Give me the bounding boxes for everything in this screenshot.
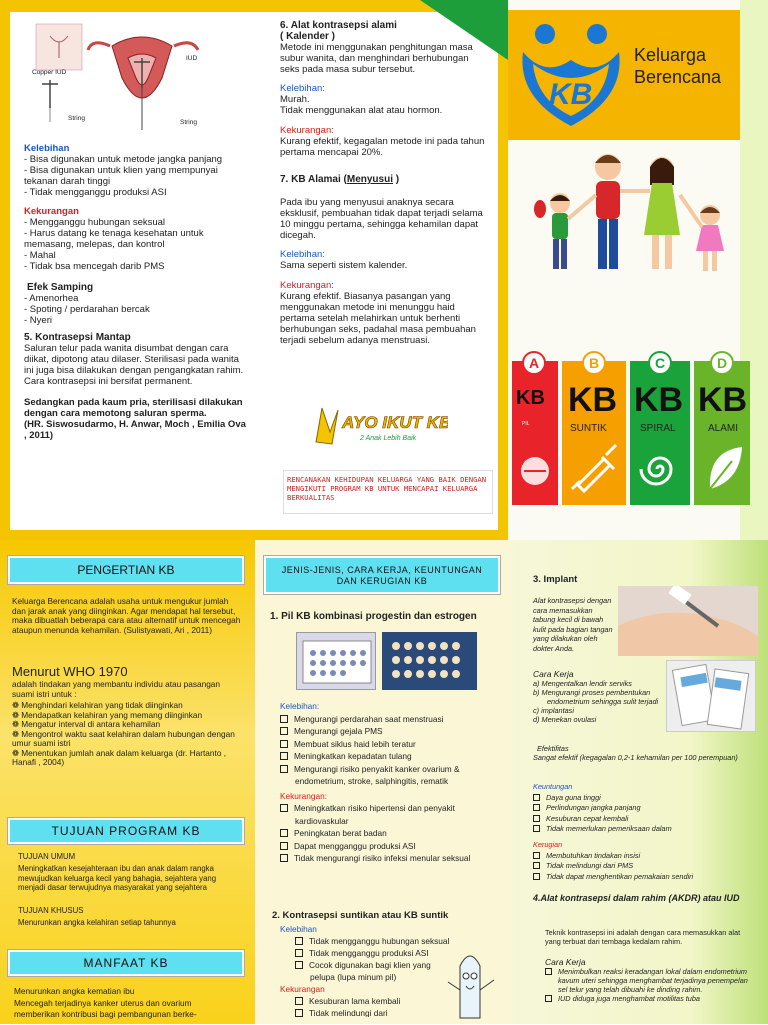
checkbox-icon [280, 752, 288, 760]
tujuan-umum-text: Meningkatkan kesejahteraan ibu dan anak dalam rangka mewujudkan keluarga kecil yang bahagia, sejahtera yang menjadi dasar terwujudnya masyarakat yang sejahtera [18, 864, 217, 892]
card-label-alami: ALAMI [708, 423, 739, 434]
alami-subheading: ( Kalender ) [280, 31, 336, 42]
who-list [12, 701, 244, 768]
efek-item: - Nyeri [24, 315, 52, 326]
list-item: ❁ Menghindari kelahiran yang tidak diinginkan [12, 700, 183, 710]
citation: (HR. Siswosudarmo, H. Anwar, Moch , Emilia Ova , 2011) [24, 419, 246, 441]
menyusui-heading: 7. KB Alamai (Menyusui ) [280, 174, 400, 185]
checkbox-icon [280, 715, 288, 723]
top-middle-column [280, 20, 485, 346]
efek-item: - Amenorhea [24, 293, 79, 304]
checkbox-icon [295, 937, 303, 945]
checkbox-icon [280, 804, 288, 812]
slogan-box [283, 470, 493, 514]
implant-heading: 3. Implant [533, 574, 578, 585]
list-item: Tidak melindungi dari [280, 1007, 450, 1017]
keuntungan-heading: Keuntungan [533, 782, 573, 791]
checkbox-icon [280, 740, 288, 748]
efek-samping-heading: Efek Samping [27, 282, 94, 293]
card-letter-d: D [710, 351, 734, 375]
string-label-2: String [180, 119, 197, 126]
family-illustration [520, 145, 740, 280]
list-item: Kesuburan lama kembali [280, 995, 450, 1007]
leaf-icon [702, 441, 746, 497]
card-kb-a: KB [516, 387, 545, 409]
checkbox-icon [280, 842, 288, 850]
list-item: Tidak melindungi dari PMS [533, 861, 758, 872]
kekurangan-item: - Tidak bsa mencegah darib PMS [24, 261, 165, 272]
cara-kerja-heading: Cara Kerja [533, 669, 574, 679]
brand-line-1: Keluarga [634, 45, 707, 65]
mantap-text: Saluran telur pada wanita disumbat dengan cara diikat, dipotong atau dilaser. Sterilisasi pada wanita ini juga bisa dilakukan dengan pengangkatan rahim. [24, 343, 244, 376]
kb-logo-mark [515, 18, 627, 130]
string-label-1: String [68, 115, 85, 122]
kekurangan-heading: Kekurangan [24, 206, 79, 217]
card-kb-d: KB [698, 381, 748, 419]
implant-arm-image [618, 586, 758, 656]
top-left-column [24, 143, 249, 441]
list-item: d) Menekan ovulasi [533, 715, 597, 724]
cara-kerja-2-section [545, 958, 755, 1003]
iud-diagram [22, 18, 247, 138]
iud-label: IUD [186, 55, 198, 62]
list-item: Mencegah terjadinya kanker uterus dan ovarium [14, 997, 192, 1008]
list-item: Menurunkan angka kematian ibu [14, 986, 135, 996]
kekurangan-text: Kurang efektif, kegagalan metode ini pada tahun pertama mencapai 20%. [280, 136, 485, 158]
checkbox-icon [280, 854, 288, 862]
kekurangan-heading: Kekurangan [280, 984, 325, 994]
card-label-spiral: SPIRAL [640, 423, 676, 434]
spiral-icon [638, 443, 682, 493]
checkbox-icon [533, 815, 540, 822]
keuntungan-section [533, 782, 753, 835]
implant-pack-image [666, 660, 756, 732]
card-letter-c: C [648, 351, 672, 375]
tujuan-umum-label: TUJUAN UMUM [18, 852, 76, 861]
who-heading: Menurut WHO 1970 [12, 664, 128, 679]
kerugian-heading: Kerugian [533, 840, 563, 849]
checkbox-icon [295, 997, 303, 1005]
mantap-heading: 5. Kontrasepsi Mantap [24, 332, 131, 343]
list-item: Tidak mengurangi risiko infeksi menular seksual [280, 852, 502, 865]
kelebihan-item: - Bisa digunakan untuk metode jangka panjang [24, 154, 223, 165]
list-item: Daya guna tinggi [533, 793, 753, 804]
checkbox-icon [533, 825, 540, 832]
manfaat-list [14, 986, 246, 1021]
ayo-ikut-kb-logo [308, 402, 448, 450]
copper-iud-label: Copper IUD [32, 69, 67, 76]
tujuan-khusus-label: TUJUAN KHUSUS [18, 906, 84, 915]
list-item: Kesuburan cepat kembali [533, 814, 753, 825]
kelebihan-heading-2: Kelebihan: [280, 249, 325, 260]
list-item: Membuat siklus haid lebih teratur [280, 738, 502, 751]
card-label-suntik: SUNTIK [570, 423, 607, 434]
cara-kerja-heading: Cara Kerja [545, 957, 586, 967]
pengertian-banner: PENGERTIAN KB [8, 556, 244, 584]
card-label-pil: PIL [522, 421, 530, 427]
card-kb-b: KB [568, 381, 618, 419]
ayo-logo-sub: 2 Anak Lebih Baik [360, 435, 417, 442]
kekurangan-text-2: Kurang efektif. Biasanya pasangan yang menggunakan metode ini menunggu haid pertama setelah melahirkan untuk berhenti berhubungan seks, padahal masa pembuahan terjadi sebelum adanya menstruasi. [280, 291, 476, 346]
list-item: Tidak memerlukan pemeriksaan dalam [533, 824, 753, 835]
efektifitas-text: Sangat efektif (kegagalan 0,2-1 kehamilan per 100 perempuan) [533, 753, 738, 762]
card-letter-b: B [582, 351, 606, 375]
kelebihan-text-2: Sama seperti sistem kalender. [280, 260, 408, 271]
checkbox-icon [280, 765, 288, 773]
checkbox-icon [295, 949, 303, 957]
list-item: Mengurangi risiko penyakit kanker ovarium & endometrium, stroke, salphingitis, rematik [280, 763, 502, 788]
list-item: Membutuhkan tindakan insisi [533, 851, 758, 862]
list-item: ❁ Menentukan jumlah anak dalam keluarga (dr. Hartanto , Hanafi , 2004) [12, 747, 227, 767]
pria-text: Sedangkan pada kaum pria, sterilisasi dilakukan dengan cara memotong saluran sperma. [24, 397, 243, 419]
kekurangan-heading: Kekurangan: [280, 790, 328, 801]
checkbox-icon [280, 829, 288, 837]
kelebihan-item: Murah. [280, 94, 310, 105]
list-item: b) Mengurangi proses pembentukan endometrium sehingga sulit terjadi [533, 688, 659, 706]
kb-logo-text: KB [549, 78, 593, 111]
list-item: ❁ Mengatur interval di antara kehamilan [12, 719, 161, 729]
list-item: Tidak mengganggu hubungan seksual [280, 935, 450, 947]
akdr-heading: 4.Alat kontrasepsi dalam rahim (AKDR) atau IUD [533, 893, 740, 903]
kb-cards [508, 345, 753, 515]
list-item: Tidak dapat menghentikan pemakaian sendiri [533, 872, 758, 883]
list-item: Meningkatkan kepadatan tulang [280, 750, 502, 763]
kekurangan-item: - Mengganggu hubungan seksual [24, 217, 166, 228]
brand-line-2: Berencana [634, 67, 722, 87]
checkbox-icon [280, 727, 288, 735]
ayo-logo-text: AYO IKUT KB [342, 413, 448, 432]
checkbox-icon [545, 968, 552, 975]
list-item: Dapat mengganggu produksi ASI [280, 840, 502, 853]
implant-text: Alat kontrasepsi dengan cara memasukkan tabung kecil di bawah kulit pada bagian tangan yang dilakukan oleh dokter Anda. [533, 596, 613, 653]
kekurangan-item: - Harus datang ke tenaga kesehatan untuk memasang, melepas, dan kontrol [24, 228, 204, 250]
brand-title [634, 44, 721, 88]
kelebihan-item: - Tidak mengganggu produksi ASI [24, 187, 167, 198]
list-item: Mengurangi gejala PMS [280, 725, 502, 738]
who-text: adalah tindakan yang membantu individu atau pasangan suami istri untuk : [12, 679, 221, 699]
jenis-banner: JENIS-JENIS, CARA KERJA, KEUNTUNGAN DAN KERUGIAN KB [264, 556, 500, 594]
checkbox-icon [533, 873, 540, 880]
condom-mascot [440, 946, 500, 1020]
list-item: a) Mengentalkan lendir serviks [533, 679, 632, 688]
kerugian-section [533, 840, 758, 882]
kelebihan-heading: Kelebihan [24, 143, 70, 154]
kelebihan-heading: Kelebihan: [280, 83, 325, 94]
pill-pack-image-2 [382, 632, 477, 690]
menyusui-text: Pada ibu yang menyusui anaknya secara eksklusif, pembuahan tidak dapat terjadi selama 10 minggu pertama, sehingga kehamilan dapat dicegah. [280, 197, 483, 241]
manfaat-banner: MANFAAT KB [8, 950, 244, 976]
list-item: Peningkatan berat badan [280, 827, 502, 840]
list-item: Perlindungan jangka panjang [533, 803, 753, 814]
list-item: IUD diduga juga menghambat motilitas tuba [545, 994, 755, 1003]
akdr-text: Teknik kontrasepsi ini adalah dengan cara memasukkan alat yang terbuat dari tembaga kedalam rahim. [545, 928, 741, 946]
kekurangan-heading-2: Kekurangan: [280, 280, 334, 291]
tujuan-banner: TUJUAN PROGRAM KB [8, 818, 244, 844]
card-kb-c: KB [634, 381, 684, 419]
alami-heading: 6. Alat kontrasepsi alami [280, 20, 397, 31]
mantap-text-2: Cara kontrasepsi ini bersifat permanent. [24, 376, 193, 387]
pill-icon [514, 441, 556, 497]
checkbox-icon [533, 804, 540, 811]
kekurangan-heading: Kekurangan: [280, 125, 334, 136]
list-item: Cocok digunakan bagi klien yang pelupa (lupa minum pil) [280, 959, 450, 983]
cara-kerja-section [533, 670, 669, 724]
pil-details [280, 700, 502, 865]
list-item: ❁ Mengontrol waktu saat kelahiran dalam hubungan dengan umur suami istri [12, 728, 235, 748]
tujuan-khusus-text: Menurunkan angka kelahiran setiap tahunnya [18, 918, 176, 927]
checkbox-icon [533, 852, 540, 859]
kelebihan-item: Tidak menggunakan alat atau hormon. [280, 105, 443, 116]
list-item: Mengurangi perdarahan saat menstruasi [280, 713, 502, 726]
list-item: Tidak mengganggu produksi ASI [280, 947, 450, 959]
slogan-text: RENCANAKAN KEHIDUPAN KELUARGA YANG BAIK DENGAN MENGIKUTI PROGRAM KB UNTUK MENCAPAI KELUARGA BERKUALITAS [287, 475, 487, 502]
pill-pack-image-1 [296, 632, 376, 690]
efek-item: - Spoting / perdarahan bercak [24, 304, 150, 315]
suntik-details [280, 923, 450, 1017]
kelebihan-item: - Bisa digunakan untuk klien yang mempunyai tekanan darah tinggi [24, 165, 218, 187]
pil-heading: 1. Pil KB kombinasi progestin dan estrogen [270, 611, 477, 622]
list-item: Menimbulkan reaksi keradangan lokal dalam endometrium kavum uteri sehingga menghambat terjadinya penempelan sel telur yang telah dibuahi ke dinding rahim. [545, 967, 755, 994]
list-item: memberikan kontribusi bagi pembangunan berke- [14, 1009, 197, 1019]
card-letter-a: A [522, 351, 546, 375]
suntik-heading: 2. Kontrasepsi suntikan atau KB suntik [272, 910, 449, 921]
checkbox-icon [545, 995, 552, 1002]
kelebihan-heading: Kelebihan [280, 924, 317, 934]
efektifitas-section [533, 744, 743, 762]
checkbox-icon [295, 961, 303, 969]
list-item: ❁ Mendapatkan kelahiran yang memang diinginkan [12, 709, 203, 720]
list-item: c) implantasi [533, 706, 574, 715]
kekurangan-item: - Mahal [24, 250, 56, 261]
syringe-icon [566, 441, 622, 497]
pengertian-text: Keluarga Berencana adalah usaha untuk mengukur jumlah dan jarak anak yang diinginkan. Agar mendapat hal tersebut, maka dibuatlah beberapa cara atau alternatif untuk mencegah ataupun menunda kehamilan. (Sulistyawati, Ari , 2011) [12, 596, 241, 635]
alami-text: Metode ini menggunakan penghitungan masa subur wanita, dan menghindari berhubungan seks pada masa subur tersebut. [280, 42, 473, 75]
checkbox-icon [533, 862, 540, 869]
checkbox-icon [533, 794, 540, 801]
kelebihan-heading: Kelebihan: [280, 701, 320, 711]
efektifitas-heading: Efektifitas [537, 744, 569, 753]
checkbox-icon [295, 1009, 303, 1017]
list-item: Meningkatkan risiko hipertensi dan penyakit kardiovaskular [280, 802, 502, 827]
